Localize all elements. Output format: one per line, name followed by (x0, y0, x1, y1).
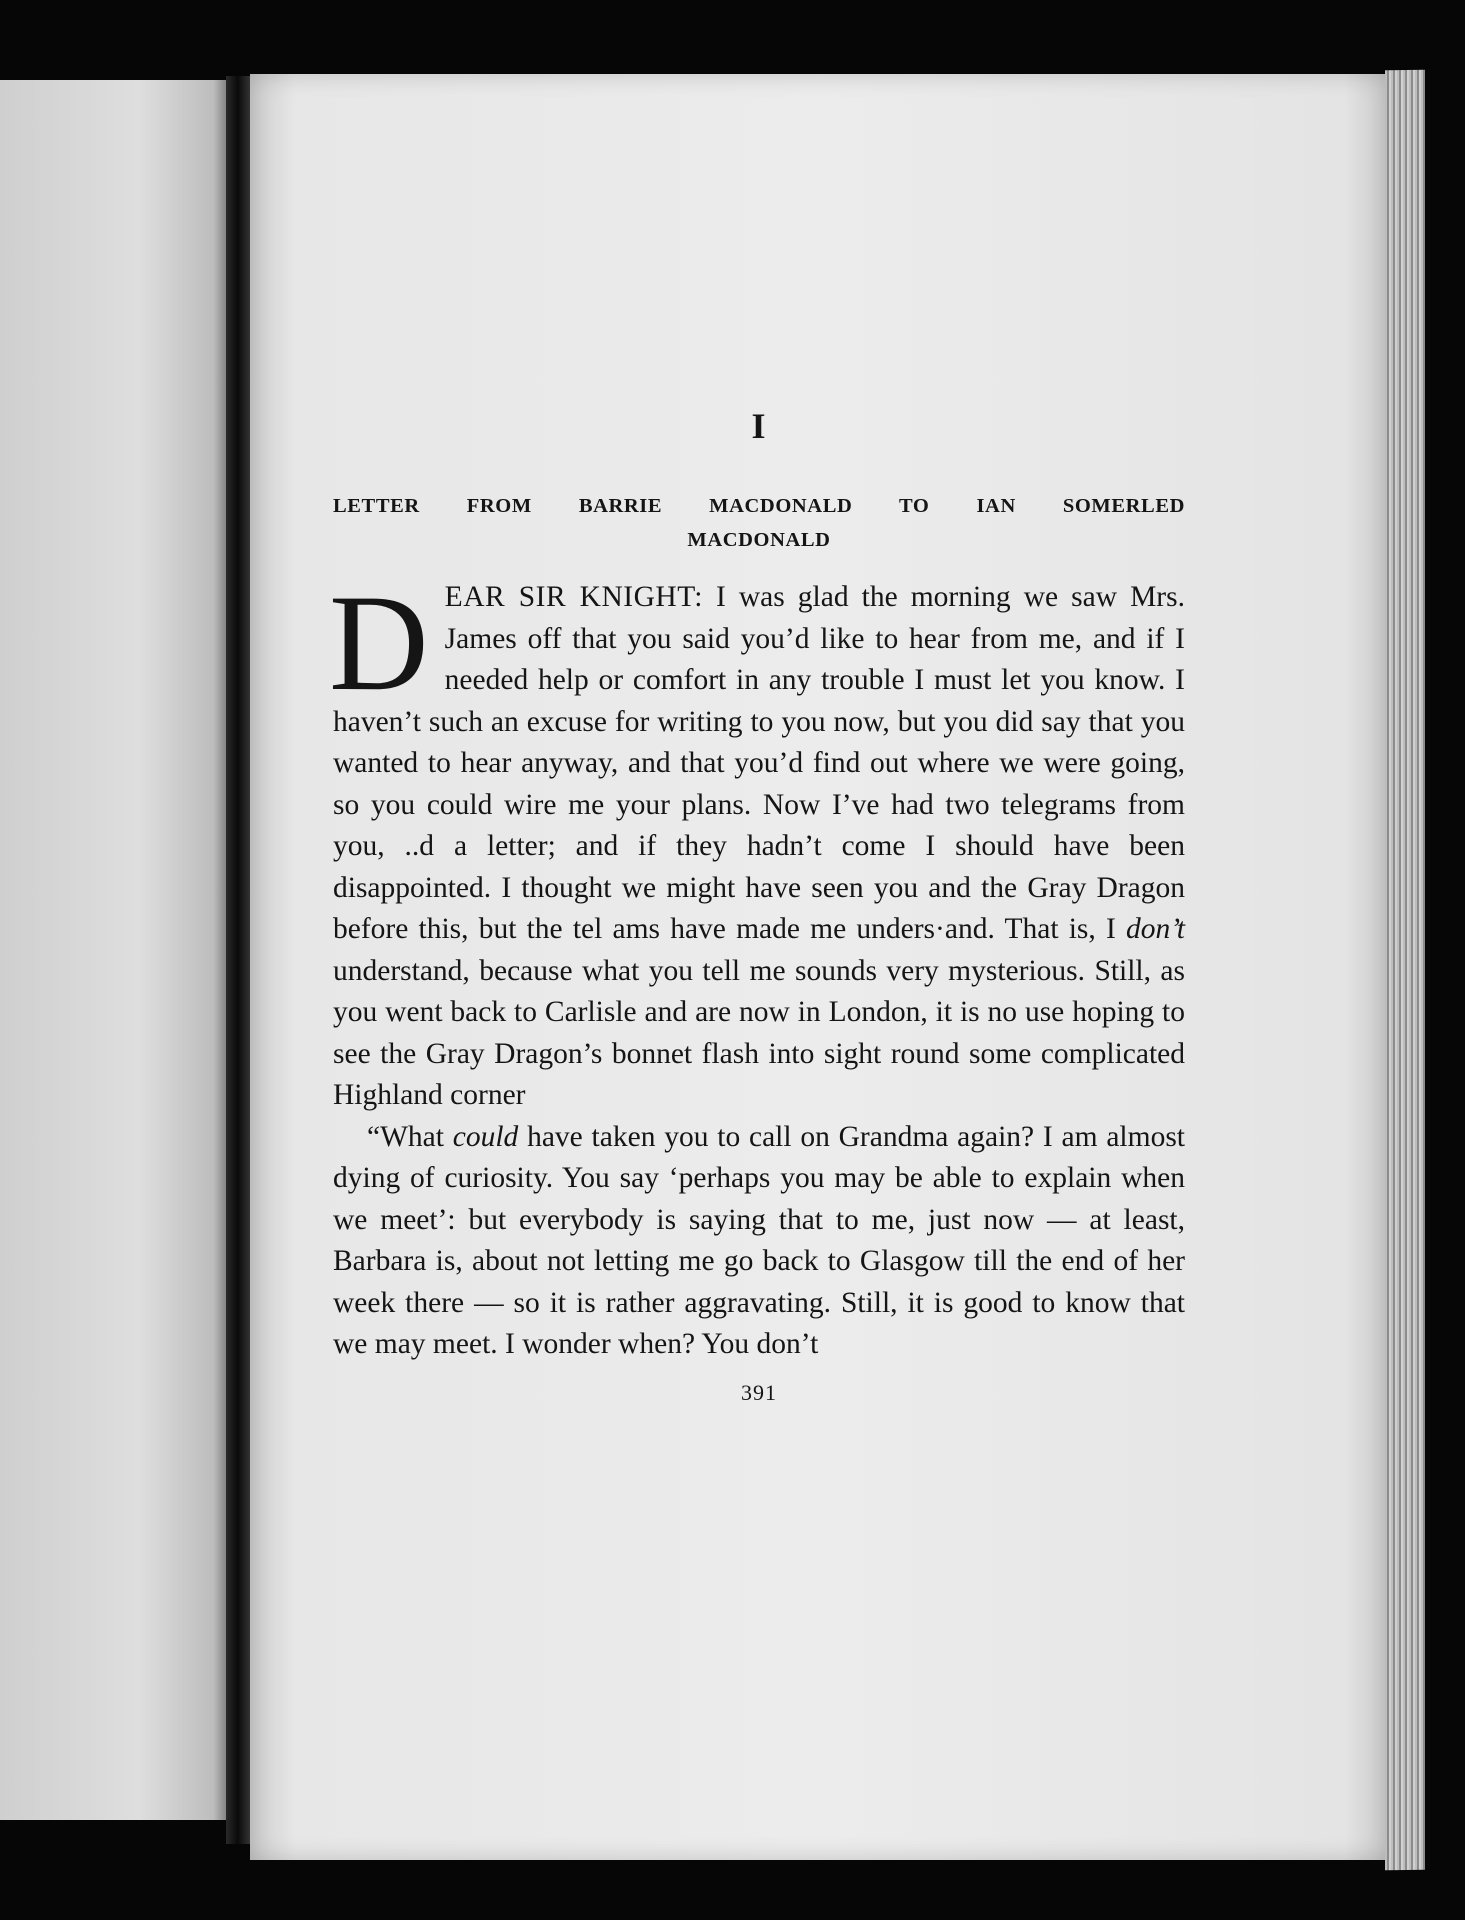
chapter-heading-line2: MACDONALD (687, 529, 831, 551)
page-block-edge (1385, 70, 1425, 1870)
page-text-block (329, 405, 1185, 1406)
salutation: EAR SIR KNIGHT: (444, 581, 703, 613)
drop-cap: D (329, 566, 429, 719)
paragraph-1-text-end: understand, because what you tell me sounds very mysterious. Still, as you went back to Carlisle and are now in London, it is no use hoping to see the Gray Dragon’s bonnet flash into sight round some complicated Highland corner (333, 954, 1185, 1111)
paragraph-1 (329, 566, 1185, 1117)
paragraph-2-start: “What (367, 1120, 453, 1153)
paragraph-2 (333, 1117, 1185, 1366)
chapter-heading-line1: LETTER FROM BARRIE MACDONALD TO IAN SOMERLED (333, 495, 1185, 517)
left-page-edge (0, 80, 232, 1820)
chapter-heading (333, 489, 1185, 557)
chapter-number: I (751, 406, 767, 446)
paragraph-2-text: have taken you to call on Grandma again? I am almost dying of curiosity. You say ‘perhaps you may be able to explain when we meet’: but everybody is saying that to me, just now — at least, Barbara is, about not letting me go back to Glasgow till the end of her week there — so it is rather aggravating. Still, it is good to know that we may meet. I wonder when? You don’t (333, 1120, 1185, 1360)
paragraph-1-emphasis: don’t (1126, 913, 1185, 945)
book-gutter (226, 76, 252, 1844)
paragraph-1-text: I was glad the morning we saw Mrs. James off that you said you’d like to hear from me, and if I needed help or comfort in any trouble I must let you know. I haven’t such an excuse for writing to you now, but you did say that you wanted to hear anyway, and that you’d find out where we were going, so you could wire me your plans. Now I’ve had two telegrams from you, ..d a letter; and if they hadn’t come I should have been disappointed. I thought we might have seen you and the Gray Dragon before this, but the tel ams have made me unders·and. That is, I (333, 581, 1185, 945)
paragraph-2-emphasis: could (452, 1120, 519, 1153)
page-number: 391 (741, 1379, 777, 1405)
